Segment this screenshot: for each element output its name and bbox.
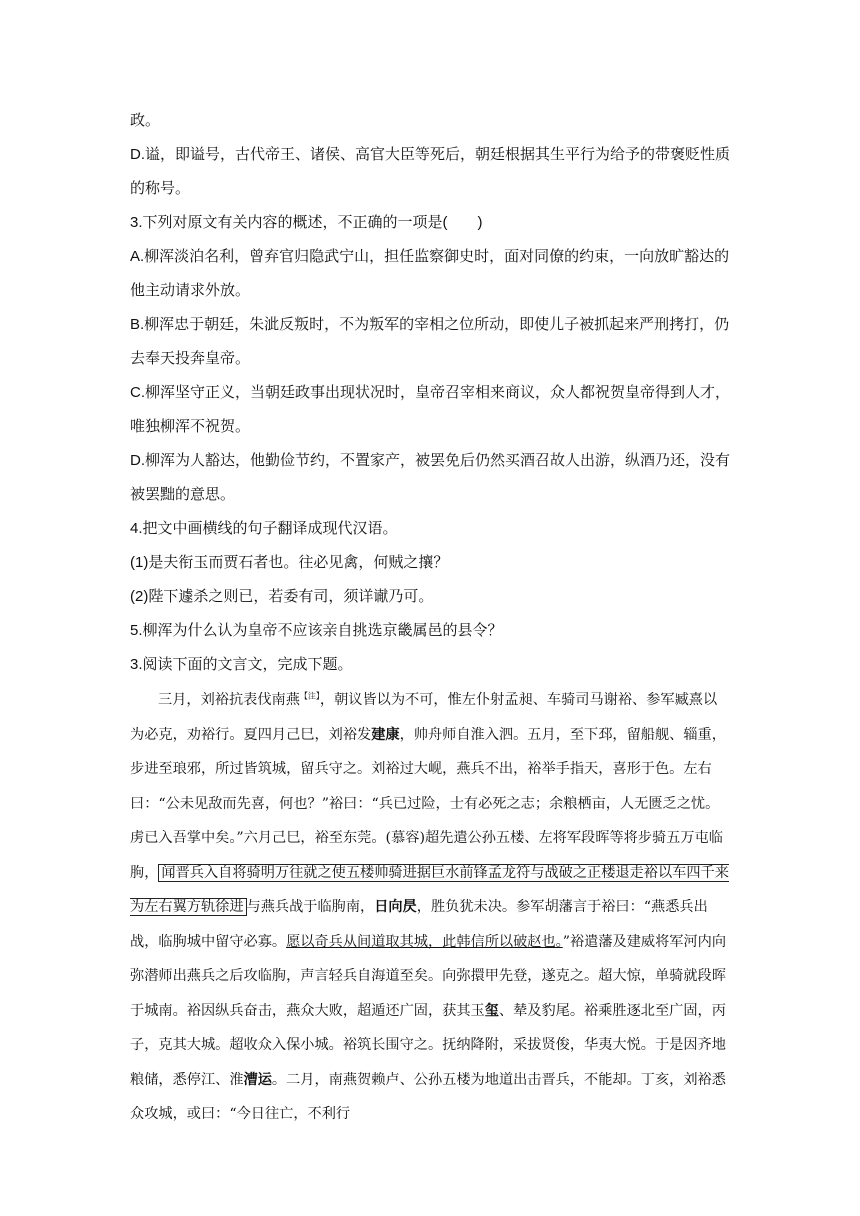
boxed-punctuation-sentence: 闻晋兵入自将骑明万往就之使五楼帅骑进据巨水前锋孟龙符与战破之正楼退走裕以车四千来为左右翼方轨徐进 — [130, 864, 729, 915]
option-a-q3: A.柳浑淡泊名利，曾弃官归隐武宁山，担任监察御史时，面对同僚的约束，一向放旷豁达的他主动请求外放。 — [130, 248, 730, 299]
option-d-q2: D.谥，即谥号，古代帝王、诸侯、高官大臣等死后，朝廷根据其生平行为给予的带褒贬性质的称号。 — [130, 146, 731, 197]
question-5-stem: 5.柳浑为什么认为皇帝不应该亲自挑选京畿属邑的县令？ — [130, 622, 503, 639]
bold-term: 建康 — [371, 726, 400, 743]
bold-term: 日向昃 — [374, 899, 417, 915]
question-4-sentence-2: (2)陛下遽杀之则已，若委有司，须详谳乃可。 — [130, 588, 434, 605]
bold-term: 玺 — [484, 1002, 499, 1019]
question-block — [130, 104, 730, 682]
bold-term: 漕运 — [243, 1071, 272, 1088]
passage-text: 。二月，南燕贺赖卢、公孙五楼为地道出击晋兵，不能却。丁亥，刘裕悉众攻城，或曰：“今日往亡，不利行 — [130, 1071, 726, 1122]
option-d-q3: D.柳浑为人豁达，他勤俭节约，不置家产，被罢免后仍然买酒召故人出游，纵酒乃还，没有被罢黜的意思。 — [130, 452, 731, 503]
question-4-stem: 4.把文中画横线的句子翻译成现代汉语。 — [130, 520, 398, 537]
footnote-marker: 【注】 — [299, 691, 320, 701]
passage-text: 三月，刘裕抗表伐南燕 — [158, 692, 300, 708]
passage-text: 、辇及豹尾。裕乘胜逐北至广固，丙子，克其大城。超收众入保小城。裕筑长围守之。抚纳降附，采拔贤俊，华夷大悦。于是因齐地粮储，悉停江、淮 — [130, 1002, 726, 1088]
section-3-heading: 3.阅读下面的文言文，完成下题。 — [130, 656, 353, 673]
passage-text: ，胜负犹未决。参军胡藩言于裕曰：“燕悉兵出战，临朐城中留守必寡。 — [130, 899, 708, 950]
question-3-stem: 3.下列对原文有关内容的概述，不正确的一项是( ) — [130, 214, 483, 231]
underlined-translation-sentence: 愿以奇兵从间道取其城，此韩信所以破赵也。 — [286, 933, 563, 950]
question-4-sentence-1: (1)是夫衔玉而贾石者也。往必见禽，何贼之攘？ — [130, 554, 449, 571]
classical-passage — [130, 683, 730, 1132]
passage-text: ，朝议皆以为不可，惟左仆射孟昶、车骑司马谢裕、参军臧熹以为必克，劝裕行。夏四月己巳，刘裕发 — [130, 692, 718, 743]
passage-paragraph — [130, 683, 730, 1132]
passage-text: ，帅舟师自淮入泗。五月，至下邳，留船舰、辎重，步进至琅邪，所过皆筑城，留兵守之。刘裕过大岘，燕兵不出，裕举手指天，喜形于色。左右曰：“公未见敌而先喜，何也？”裕曰：“兵已过险，士有必死之志；余粮栖亩，人无匮乏之忧。虏已入吾掌中矣。”六月己巳，裕至东莞。(慕容)超先遣公孙五楼、左将军段晖等将步骑五万屯临朐， — [130, 726, 726, 881]
passage-text: ”裕遣藩及建威将军河内向弥潜师出燕兵之后攻临朐，声言轻兵自海道至矣。向弥擐甲先登，遂克之。超大惊，单骑就段晖于城南。裕因纵兵奋击，燕众大败，超遁还广固，获其玉 — [130, 933, 727, 1019]
option-c-q3: C.柳浑坚守正义，当朝廷政事出现状况时，皇帝召宰相来商议，众人都祝贺皇帝得到人才，唯独柳浑不祝贺。 — [130, 384, 731, 435]
option-b-q3: B.柳浑忠于朝廷，朱泚反叛时，不为叛军的宰相之位所动，即使儿子被抓起来严刑拷打，仍去奉天投奔皇帝。 — [130, 316, 730, 367]
passage-text: 与燕兵战于临朐南， — [246, 899, 375, 915]
option-c-continuation: 政。 — [130, 112, 161, 129]
